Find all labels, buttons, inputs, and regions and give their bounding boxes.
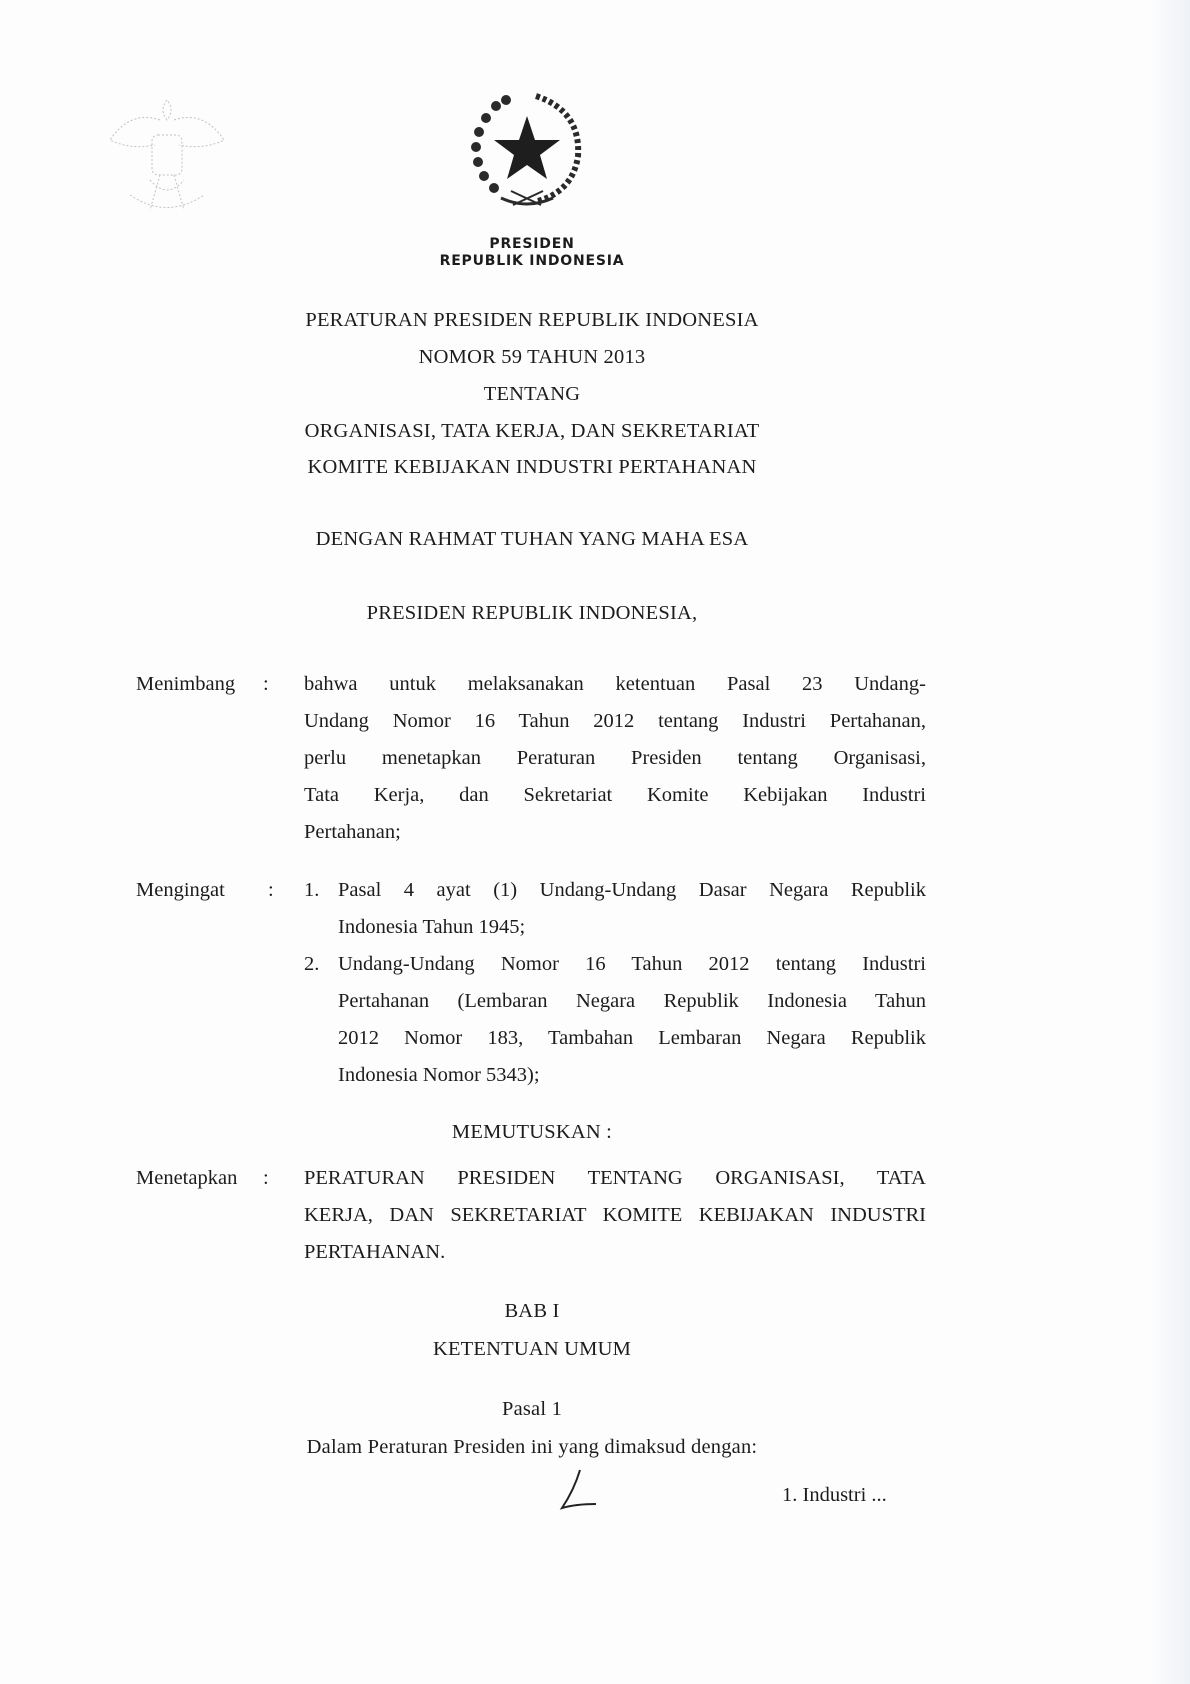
mengingat-item-line: Undang-Undang Nomor 16 Tahun 2012 tentang Industri [338, 953, 926, 975]
title-line-tentang: TENTANG [483, 383, 581, 405]
title-line-subject-2: KOMITE KEBIJAKAN INDUSTRI PERTAHANAN [307, 456, 757, 478]
mengingat-item-line: Pertahanan (Lembaran Negara Republik Indonesia Tahun [338, 990, 926, 1012]
bab-title: KETENTUAN UMUM [432, 1338, 632, 1360]
menetapkan-colon: : [263, 1167, 269, 1189]
mengingat-item-number: 1. [304, 879, 320, 901]
mengingat-label: Mengingat [136, 879, 225, 901]
menimbang-line: bahwa untuk melaksanakan ketentuan Pasal 23 Undang- [304, 673, 926, 695]
title-line-regulation: PERATURAN PRESIDEN REPUBLIK INDONESIA [305, 309, 759, 331]
mengingat-item-line: Indonesia Nomor 5343); [338, 1064, 540, 1086]
memutuskan-heading: MEMUTUSKAN : [451, 1121, 613, 1143]
menimbang-line: perlu menetapkan Peraturan Presiden tentang Organisasi, [304, 747, 926, 769]
presidential-seal-icon [466, 86, 588, 210]
menetapkan-line: PERTAHANAN. [304, 1241, 446, 1263]
letterhead-republik-indonesia: REPUBLIK INDONESIA [439, 253, 625, 269]
menimbang-line: Tata Kerja, dan Sekretariat Komite Kebijakan Industri [304, 784, 926, 806]
mengingat-item-number: 2. [304, 953, 320, 975]
mengingat-item-line: Indonesia Tahun 1945; [338, 916, 526, 938]
page-continuation: 1. Industri ... [782, 1484, 887, 1506]
menimbang-line: Pertahanan; [304, 821, 401, 843]
letterhead-presiden: PRESIDEN [489, 236, 575, 252]
issuer: PRESIDEN REPUBLIK INDONESIA, [366, 602, 698, 624]
menimbang-colon: : [263, 673, 269, 695]
title-line-number: NOMOR 59 TAHUN 2013 [418, 346, 646, 368]
paraf-initial-signature [552, 1466, 602, 1516]
pasal-intro: Dalam Peraturan Presiden ini yang dimaksud dengan: [306, 1436, 758, 1458]
menimbang-label: Menimbang [136, 673, 236, 695]
mengingat-item-line: 2012 Nomor 183, Tambahan Lembaran Negara Republik [338, 1027, 926, 1049]
title-line-subject-1: ORGANISASI, TATA KERJA, DAN SEKRETARIAT [304, 420, 760, 442]
menetapkan-line: KERJA, DAN SEKRETARIAT KOMITE KEBIJAKAN INDUSTRI [304, 1204, 926, 1226]
mengingat-item-line: Pasal 4 ayat (1) Undang-Undang Dasar Negara Republik [338, 879, 926, 901]
bab-number: BAB I [504, 1300, 560, 1322]
scan-edge-shading [1150, 0, 1190, 1684]
invocation: DENGAN RAHMAT TUHAN YANG MAHA ESA [315, 528, 749, 550]
mengingat-colon: : [268, 879, 274, 901]
menetapkan-label: Menetapkan [136, 1167, 238, 1189]
garuda-emblem-watermark [100, 80, 235, 230]
pasal-number: Pasal 1 [501, 1398, 563, 1420]
menetapkan-line: PERATURAN PRESIDEN TENTANG ORGANISASI, TATA [304, 1167, 926, 1189]
menimbang-line: Undang Nomor 16 Tahun 2012 tentang Industri Pertahanan, [304, 710, 926, 732]
